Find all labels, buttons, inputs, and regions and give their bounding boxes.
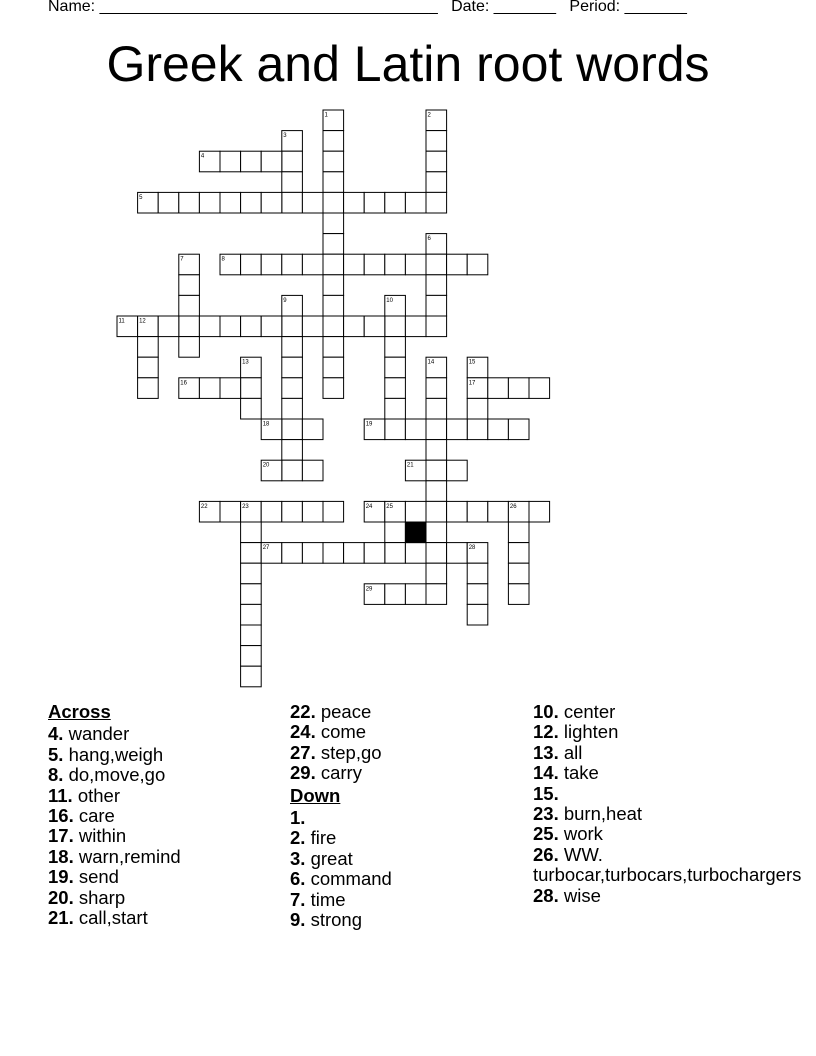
grid-cell[interactable] [467,357,488,378]
grid-cell[interactable] [426,295,447,316]
across-clue [290,722,392,742]
clue-number: 15. [533,782,559,804]
grid-cell[interactable] [282,419,303,440]
grid-cell[interactable] [385,419,406,440]
cell-number: 28 [468,545,476,552]
grid-cell[interactable] [199,151,220,172]
grid-cell[interactable] [426,254,447,275]
grid-cell[interactable] [138,337,159,358]
clue-text: care [78,805,115,827]
grid-cell[interactable] [323,151,344,172]
clue-number: 9. [290,909,306,931]
cell-number: 4 [200,153,205,160]
grid-cell[interactable] [282,501,303,522]
clue-number: 12. [533,721,559,743]
grid-cell[interactable] [364,192,385,213]
grid-cell[interactable] [282,131,303,152]
grid-cell[interactable] [364,584,385,605]
grid-cell[interactable] [241,254,262,275]
header [48,0,687,16]
grid-cell[interactable] [467,378,488,399]
cell-number: 29 [365,586,373,593]
grid-cell[interactable] [467,543,488,564]
grid-cell[interactable] [261,151,282,172]
grid-cell[interactable] [282,398,303,419]
black-cell [405,522,426,543]
grid-cell[interactable] [241,378,262,399]
across-clue [48,765,181,785]
grid-cell[interactable] [426,460,447,481]
grid-cell[interactable] [364,254,385,275]
grid-cell[interactable] [199,316,220,337]
clue-number: 20. [48,886,74,908]
down-clue [290,828,392,848]
across-clue [290,763,392,783]
grid-cell[interactable] [199,192,220,213]
clue-number: 5. [48,743,64,765]
clue-text: time [310,888,346,910]
grid-cell[interactable] [426,563,447,584]
grid-cell[interactable] [282,543,303,564]
clue-number: 18. [48,845,74,867]
grid-cell[interactable] [282,440,303,461]
down-clue [533,824,767,844]
grid-cell[interactable] [199,378,220,399]
clue-text: work [563,823,603,845]
grid-cell[interactable] [302,543,323,564]
grid-cell[interactable] [405,543,426,564]
grid-cell[interactable] [261,460,282,481]
clue-number: 16. [48,805,74,827]
grid-cell[interactable] [508,584,529,605]
name-blank[interactable]: ______________________________________ [99,0,438,15]
grid-cell[interactable] [323,275,344,296]
grid-cell[interactable] [302,192,323,213]
grid-cell[interactable] [426,501,447,522]
grid-cell[interactable] [467,584,488,605]
grid-cell[interactable] [179,337,200,358]
clue-number: 19. [48,866,74,888]
grid-cell[interactable] [138,192,159,213]
grid-cell[interactable] [261,501,282,522]
grid-cell[interactable] [405,254,426,275]
grid-cell[interactable] [385,584,406,605]
down-clue [533,804,767,824]
grid-cell[interactable] [158,316,179,337]
cell-number: 27 [262,545,270,552]
grid-cell[interactable] [426,275,447,296]
cell-number: 9 [283,297,287,304]
grid-cell[interactable] [241,192,262,213]
grid-cell[interactable] [302,254,323,275]
grid-cell[interactable] [241,646,262,667]
clue-number: 21. [48,907,74,929]
page-title: Greek and Latin root words [106,36,710,92]
grid-cell[interactable] [508,563,529,584]
grid-cell[interactable] [426,543,447,564]
grid-cell[interactable] [179,295,200,316]
grid-cell[interactable] [385,316,406,337]
grid-cell[interactable] [426,378,447,399]
clue-text: take [563,762,599,784]
cell-number: 26 [509,503,517,510]
clue-number: 28. [533,884,559,906]
grid-cell[interactable] [364,419,385,440]
grid-cell[interactable] [385,192,406,213]
grid-cell[interactable] [302,316,323,337]
cell-number: 17 [468,380,476,387]
cell-number: 23 [242,503,249,510]
down-clue [533,886,767,906]
clue-text: center [563,701,616,722]
cell-number: 6 [427,236,431,243]
grid-cell[interactable] [138,316,159,337]
down-clue [533,743,767,763]
grid-cell[interactable] [179,254,200,275]
clue-number: 4. [48,723,64,745]
grid-cell[interactable] [508,501,529,522]
date-label: Date: [451,0,490,15]
grid-cell[interactable] [323,254,344,275]
clue-number: 22. [290,701,316,722]
cell-number: 7 [180,256,184,263]
grid-cell[interactable] [323,543,344,564]
grid-cell[interactable] [447,501,468,522]
clue-text: all [563,741,583,763]
grid-cell[interactable] [241,151,262,172]
grid-cell[interactable] [241,563,262,584]
grid-cell[interactable] [323,192,344,213]
period-label: Period: [569,0,621,15]
grid-cell[interactable] [364,543,385,564]
grid-cell[interactable] [426,522,447,543]
down-clue [533,763,767,783]
clue-text: great [310,847,353,869]
grid-cell[interactable] [179,192,200,213]
clue-number: 7. [290,888,306,910]
grid-cell[interactable] [138,378,159,399]
grid-cell[interactable] [405,584,426,605]
clue-text: warn,remind [78,845,181,867]
grid-cell[interactable] [323,295,344,316]
grid-cell[interactable] [220,151,241,172]
clue-text: hang,weigh [68,743,164,765]
cell-number: 5 [139,194,143,201]
grid-cell[interactable] [385,501,406,522]
grid-cell[interactable] [179,378,200,399]
grid-cell[interactable] [426,357,447,378]
clue-number: 25. [533,823,559,845]
clue-number: 8. [48,764,64,786]
across-clue [48,786,181,806]
clue-text: send [78,866,119,888]
across-clue [48,745,181,765]
clue-number: 27. [290,741,316,763]
grid-cell[interactable] [282,295,303,316]
clue-text: within [78,825,127,847]
grid-cell[interactable] [241,357,262,378]
grid-cell[interactable] [488,378,509,399]
across-clue [48,908,181,928]
cell-number: 15 [468,359,476,366]
down-clue [290,890,392,910]
grid-cell[interactable] [364,501,385,522]
grid-cell[interactable] [426,316,447,337]
clue-number: 2. [290,827,306,849]
cell-number: 19 [365,421,373,428]
cell-number: 3 [283,133,287,140]
grid-cell[interactable] [426,172,447,193]
grid-cell[interactable] [467,501,488,522]
grid-cell[interactable] [282,254,303,275]
clue-number: 6. [290,868,306,890]
name-label: Name: [48,0,96,15]
grid-cell[interactable] [323,501,344,522]
clue-text: peace [320,701,372,722]
grid-cell[interactable] [426,234,447,255]
clue-text: come [320,721,367,743]
grid-cell[interactable] [385,378,406,399]
grid-cell[interactable] [447,419,468,440]
clue-text: lighten [563,721,619,743]
grid-cell[interactable] [508,522,529,543]
cell-number: 12 [139,318,146,325]
grid-cell[interactable] [385,398,406,419]
grid-cell[interactable] [241,316,262,337]
cell-number: 22 [200,503,208,510]
across-heading: Across [48,701,111,722]
grid-cell[interactable] [426,151,447,172]
grid-cell[interactable] [447,460,468,481]
across-clue [48,847,181,867]
grid-cell[interactable] [282,460,303,481]
grid-cell[interactable] [529,501,550,522]
grid-cell[interactable] [467,254,488,275]
grid-cell[interactable] [323,378,344,399]
grid-cell[interactable] [220,501,241,522]
clue-text: do,move,go [68,764,166,786]
cell-number: 13 [242,359,249,366]
cell-number: 11 [118,318,125,325]
grid-cell[interactable] [323,213,344,234]
grid-cell[interactable] [385,254,406,275]
clue-number: 14. [533,762,559,784]
grid-cell[interactable] [426,398,447,419]
grid-cell[interactable] [261,254,282,275]
across-clue [48,867,181,887]
grid-cell[interactable] [241,666,262,687]
grid-cell[interactable] [344,192,365,213]
down-clue [533,702,767,722]
clue-text: WW. turbocar,turbocars,turbochargers [533,843,802,886]
across-clue [48,806,181,826]
grid-cell[interactable] [488,501,509,522]
down-clue [290,910,392,930]
across-clue [48,724,181,744]
grid-cell[interactable] [385,295,406,316]
clue-text: command [310,868,392,890]
grid-cell[interactable] [241,522,262,543]
grid-cell[interactable] [529,378,550,399]
grid-cell[interactable] [467,398,488,419]
grid-cell[interactable] [282,357,303,378]
grid-cell[interactable] [179,316,200,337]
period-blank[interactable]: _______ [624,0,687,15]
grid-cell[interactable] [261,543,282,564]
grid-cell[interactable] [323,131,344,152]
down-clue [533,722,767,742]
date-blank[interactable]: _______ [493,0,557,15]
grid-cell[interactable] [241,604,262,625]
grid-cell[interactable] [158,192,179,213]
cell-number: 25 [386,503,393,510]
cell-number: 2 [427,112,431,119]
down-clue [290,849,392,869]
grid-cell[interactable] [385,543,406,564]
clue-number: 1. [290,807,306,829]
grid-cell[interactable] [241,625,262,646]
clue-number: 17. [48,825,74,847]
clue-text: carry [320,762,362,784]
grid-cell[interactable] [385,357,406,378]
grid-cell[interactable] [426,584,447,605]
grid-cell[interactable] [488,419,509,440]
clue-text: burn,heat [563,803,643,825]
clue-text: step,go [320,741,382,763]
across-clue [290,702,392,722]
grid-cell[interactable] [261,316,282,337]
clue-number: 24. [290,721,316,743]
grid-cell[interactable] [282,316,303,337]
cell-number: 21 [406,462,414,469]
grid-cell[interactable] [508,543,529,564]
cell-number: 1 [324,112,328,119]
clue-text: strong [310,909,362,931]
down-clue [533,784,767,804]
grid-cell[interactable] [426,481,447,502]
down-clue [290,808,392,828]
grid-cell[interactable] [241,398,262,419]
down-heading: Down [290,784,341,806]
clue-text: wander [68,723,130,745]
clue-number: 3. [290,847,306,869]
grid-cell[interactable] [405,501,426,522]
grid-cell[interactable] [323,357,344,378]
grid-cell[interactable] [405,316,426,337]
down-clue [290,869,392,889]
grid-cell[interactable] [364,316,385,337]
grid-cell[interactable] [282,172,303,193]
grid-cell[interactable] [220,378,241,399]
grid-cell[interactable] [302,419,323,440]
across-clue [48,826,181,846]
grid-cell[interactable] [426,192,447,213]
grid-cell[interactable] [405,192,426,213]
cell-number: 24 [365,503,373,510]
grid-cell[interactable] [261,192,282,213]
down-clues-column [533,701,802,906]
clues-column-2 [290,702,392,930]
grid-cell[interactable] [344,254,365,275]
across-clue [48,888,181,908]
grid-cell[interactable] [447,254,468,275]
cell-number: 16 [180,380,187,387]
clue-text: sharp [78,886,126,908]
clue-number: 11. [48,784,73,806]
grid-cell[interactable] [302,501,323,522]
clue-text: fire [310,827,337,849]
cell-number: 18 [262,421,270,428]
down-clue [533,843,802,886]
grid-cell[interactable] [282,337,303,358]
grid-cell[interactable] [323,172,344,193]
grid-cell[interactable] [405,419,426,440]
cell-number: 8 [221,256,225,263]
grid-cell[interactable] [220,316,241,337]
grid-cell[interactable] [385,522,406,543]
clue-number: 23. [533,803,559,825]
grid-cell[interactable] [220,254,241,275]
grid-cell[interactable] [261,419,282,440]
clue-number: 26. [533,843,559,865]
clue-text: other [77,784,121,806]
grid-cell[interactable] [241,584,262,605]
grid-cell[interactable] [220,192,241,213]
cell-number: 14 [427,359,435,366]
grid-cell[interactable] [117,316,138,337]
clue-number: 10. [533,701,559,722]
grid-cell[interactable] [282,378,303,399]
clue-text: call,start [78,907,148,929]
grid-cell[interactable] [405,460,426,481]
grid-cell[interactable] [426,419,447,440]
grid-cell[interactable] [179,275,200,296]
grid-cell[interactable] [323,110,344,131]
grid-cell[interactable] [467,604,488,625]
grid-cell[interactable] [467,419,488,440]
grid-cell[interactable] [508,378,529,399]
grid-cell[interactable] [467,563,488,584]
grid-cell[interactable] [323,316,344,337]
grid-cell[interactable] [508,419,529,440]
clue-text: wise [563,884,601,906]
clue-number: 13. [533,741,559,763]
across-clues-column [48,702,181,928]
grid-cell[interactable] [302,460,323,481]
grid-cell[interactable] [426,440,447,461]
grid-cell[interactable] [447,543,468,564]
grid-cell[interactable] [344,316,365,337]
grid-cell[interactable] [199,501,220,522]
grid-cell[interactable] [426,110,447,131]
grid-cell[interactable] [241,501,262,522]
cell-number: 20 [262,462,270,469]
grid-cell[interactable] [282,192,303,213]
grid-cell[interactable] [385,337,406,358]
clue-number: 29. [290,762,316,784]
cell-number: 10 [386,297,393,304]
grid-cell[interactable] [323,234,344,255]
grid-cell[interactable] [426,131,447,152]
across-clue [290,743,392,763]
grid-cell[interactable] [323,337,344,358]
grid-cell[interactable] [282,151,303,172]
grid-cell[interactable] [138,357,159,378]
grid-cell[interactable] [344,543,365,564]
grid-cell[interactable] [241,543,262,564]
